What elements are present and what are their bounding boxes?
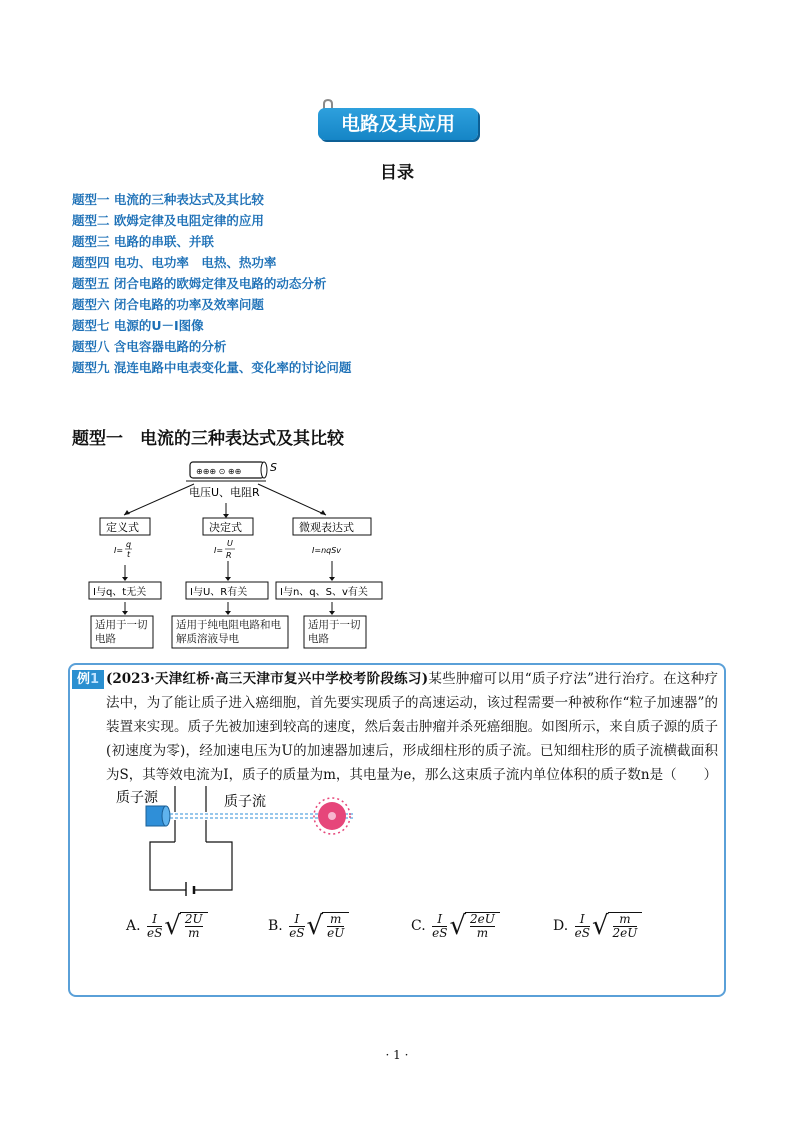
- toc-item-5[interactable]: 题型五 闭合电路的欧姆定律及电路的动态分析: [72, 276, 327, 291]
- toc-item-9[interactable]: 题型九 混连电路中电表变化量、变化率的讨论问题: [72, 360, 352, 375]
- option-b-letter: B.: [268, 918, 283, 934]
- formula-determining-lhs: I=: [214, 546, 224, 555]
- toc-item-6[interactable]: 题型六 闭合电路的功率及效率问题: [72, 297, 264, 312]
- option-d-frac: $\frac{I}{eS}$: [574, 911, 590, 940]
- toc-item-4[interactable]: 题型四 电功、电功率 电热、热功率: [72, 255, 277, 270]
- relation-micro: I与n、q、S、v有关: [280, 587, 368, 598]
- option-b[interactable]: [268, 912, 349, 940]
- formula-micro: I=nqSv: [312, 546, 342, 555]
- toc-item-8[interactable]: 题型八 含电容器电路的分析: [72, 339, 227, 354]
- cancer-cell-icon: [314, 798, 350, 834]
- formula-definition-num: q: [126, 540, 132, 549]
- option-a-sqrt: √ $\frac{2U}{m}$: [164, 912, 207, 940]
- option-d-sqrt: √ $\frac{m}{2eU}$: [592, 912, 642, 940]
- option-b-sqrt: √ $\frac{m}{eU}$: [307, 912, 350, 940]
- current-expression-diagram: [86, 459, 386, 654]
- table-of-contents: [72, 189, 351, 378]
- proton-stream-label: 质子流: [224, 794, 266, 810]
- definition-box: 定义式: [106, 521, 139, 534]
- formula-determining-num: U: [227, 539, 233, 548]
- proton-accelerator-figure: [110, 786, 370, 896]
- toc-item-2[interactable]: 题型二 欧姆定律及电阻定律的应用: [72, 213, 264, 228]
- determining-box: 决定式: [209, 521, 242, 534]
- scope-micro: 适用于一切电路: [308, 619, 361, 645]
- page-number: · 1 ·: [385, 1048, 409, 1062]
- cross-section-label: S: [270, 461, 277, 474]
- toc-item-1[interactable]: 题型一 电流的三种表达式及其比较: [72, 192, 264, 207]
- example-body: 某些肿瘤可以用“质子疗法”进行治疗。在这种疗法中，为了能让质子进入癌细胞，首先要实现质子的高速运动，该过程需要一种被称作“粒子加速器”的装置来实现。质子先被加速到较高的速度，然后轰击肿瘤并杀死癌细胞。如图所示，来自质子源的质子(初速度为零)，经加速电压为U的加速器加速后，形成细柱形的质子流。已知细柱形的质子流横截面积为S，其等效电流为I，质子的质量为m，其电量为e，那么这束质子流内单位体积的质子数n是（ ）: [106, 671, 718, 783]
- example-source: (2023·天津红桥·高三天津市复兴中学校考阶段练习): [106, 671, 429, 687]
- option-c[interactable]: [411, 912, 500, 940]
- example-number: 1: [89, 672, 100, 687]
- example-label: [72, 670, 104, 689]
- voltage-resistance-caption: 电压U、电阻R: [189, 486, 260, 499]
- option-a-frac: $\frac{I}{eS}$: [147, 911, 163, 940]
- toc-item-7[interactable]: 题型七 电源的U－I图像: [72, 318, 204, 333]
- proton-source-label: 质子源: [116, 790, 158, 806]
- option-b-frac: $\frac{I}{eS}$: [289, 911, 305, 940]
- option-c-frac: $\frac{I}{eS}$: [432, 911, 448, 940]
- scope-determining: 适用于纯电阻电路和电解质溶液导电: [176, 619, 281, 645]
- option-c-sqrt: √ $\frac{2eU}{m}$: [449, 912, 499, 940]
- option-a-letter: A.: [126, 918, 141, 934]
- example-question: [106, 667, 718, 787]
- option-a[interactable]: [126, 912, 208, 940]
- option-d[interactable]: [553, 912, 642, 940]
- toc-item-3[interactable]: 题型三 电路的串联、并联: [72, 234, 214, 249]
- section-heading: 题型一 电流的三种表达式及其比较: [72, 429, 344, 449]
- scope-definition: 适用于一切电路: [95, 619, 148, 645]
- chapter-title-banner: 电路及其应用: [318, 108, 478, 140]
- example-label-text: 例: [76, 672, 90, 687]
- option-c-letter: C.: [411, 918, 426, 934]
- conductor-cylinder: [190, 462, 267, 478]
- formula-definition-den: t: [127, 550, 131, 559]
- micro-expression-box: 微观表达式: [299, 521, 354, 534]
- toc-title: 目录: [380, 163, 414, 183]
- option-d-letter: D.: [553, 918, 569, 934]
- relation-determining: I与U、R有关: [190, 587, 248, 598]
- relation-definition: I与q、t无关: [93, 587, 147, 598]
- formula-determining-den: R: [226, 551, 232, 560]
- svg-text:⊕⊕⊕ ⊙ ⊕⊕: ⊕⊕⊕ ⊙ ⊕⊕: [196, 467, 242, 476]
- formula-definition-lhs: I=: [114, 546, 124, 555]
